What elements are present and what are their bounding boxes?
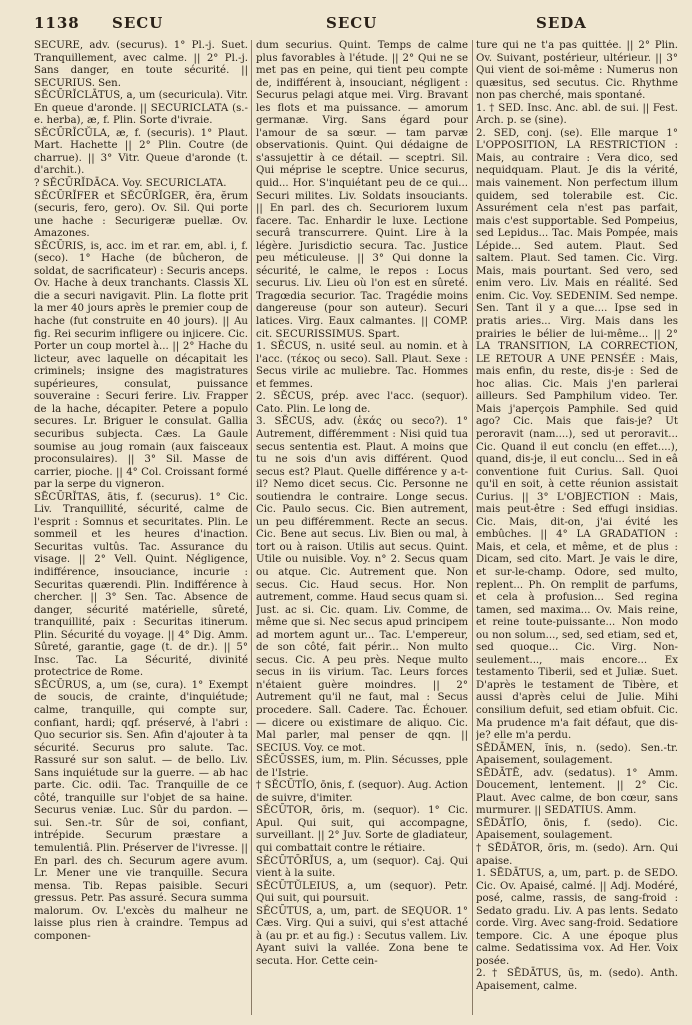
entry-secutuleius: SĔCŪTŬLEIUS, a, um (sequor). Petr. Qui suit, qui poursuit. (256, 880, 468, 905)
page-number: 1138 (34, 14, 80, 32)
entry-secus-1: 1. SĔCUS, n. usité seul. au nomin. et à l'acc. (τέκος ou seco). Sall. Plaut. Sexe : Secus virile ac muliebre. Tac. Hommes et femmes. (256, 341, 468, 390)
column-1 (34, 40, 248, 1015)
column-divider (251, 40, 252, 1015)
column-3 (476, 40, 678, 1015)
entry-securus: SĒCŪRUS, a, um (se, cura). 1° Exempt de soucis, de crainte, d'inquiétude; calme, tranquille, qui compte sur, confiant, hardi; qqf. préservé, à l'abri : Quo securior sis. Sen. Afin d'ajouter à ta sécurité. Securus pro salute. Tac. Rassuré sur son salut. — de bello. Liv. Sans inquiétude sur la guerre. — ab hac parte. Cic. odii. Tac. Tranquille de ce côté, tranquille sur l'objet de sa haine. Securus veniæ. Luc. Sûr du pardon. — sui. Sen.-tr. Sûr de soi, confiant, intrépide. Securum præstare a temulentiâ. Plin. Préserver de l'ivresse. || En parl. des ch. Securum agere avum. Lr. Mener une vie tranquille. Secura mensa. Tib. Repas paisible. Securi gressus. Petr. Pas assuré. Secura summa malorum. Ov. L'excès du malheur ne laisse plus rien à craindre. Tempus ad componen- (34, 679, 248, 942)
header-center-word: SECU (326, 14, 378, 32)
entry-secure: SĒCŪRĒ, adv. (securus). 1° Pl.-j. Suet. Tranquillement, avec calme. || 2° Pl.-j. Sans danger, en toute sécurité. || SECURIUS. Sen. (34, 40, 248, 89)
entry-securidaca: ? SĔCŪRĬDĀCA. Voy. SECURICLATA. (34, 178, 227, 190)
column-divider (472, 40, 473, 1015)
entry-secusses: SĔCŪSSES, ium, m. Plin. Sécusses, pple de l'Istrie. (256, 755, 468, 779)
header-left-word: SECU (112, 14, 164, 32)
entry-sedatio: SĒDĀTĬO, ōnis, f. (sedo). Cic. Apaisement, soulagement. (476, 817, 678, 842)
entry-sedatus-2: 2. † SĒDĀTUS, ūs, m. (sedo). Anth. Apaisement, calme. (476, 968, 678, 993)
entry-sed-2: 2. SED, conj. (se). Elle marque 1° L'OPPOSITION, LA RESTRICTION : Mais, au contraire : Vera dico, sed nequidquam. Plaut. Je dis la vérité, mais vainement. Non perfectum illum quidem, sed tolerabile est. Cic. Assurément cela n'est pas parfait, mais c'est supportable. Sed Pompeius, sed Lepidus... Tac. Mais Pompée, mais Lépide... Sed autem. Plaut. Sed saltem. Plaut. Sed tamen. Cic. Virg. Mais, mais pourtant. Sed vero, sed enim vero. Liv. Mais en réalité. Sed enim. Cic. Voy. SEDENIM. Sed nempe. Sen. Tant il y a que.... Ipse sed in pratis aries... Virg. Mais dans les prairies le bélier de lui-même... || 2° LA TRANSITION, LA CORRECTION, LE RETOUR A UNE PENSÉE : Mais, mais enfin, du reste, dis-je : Sed de hoc alias. Cic. Mais j'en parlerai ailleurs. Sed Pamphilum video. Ter. Mais j'aperçois Pamphile. Sed quid ago? Cic. Mais que fais-je? Ut peroravit (nam....), sed ut peroravit... Cic. Quand il eut conclu (en effet....), quand, dis-je, il eut conclu... Sed in eâ conventione fuit Curius. Sall. Quoi qu'il en soit, à cette réunion assistait Curius. || 3° L'OBJECTION : Mais, mais peut-être : Sed effugi insidias. Cic. Mais, dit-on, j'ai évité les embûches. || 4° LA GRADATION : Mais, et cela, et même, et de plus : Dicam, sed cito. Mart. Je vais le dire, et sur-le-champ. Odore, sed multo, replent... Ph. On remplit de parfums, et cela à profusion... Sed regina tamen, sed maxima... Ov. Mais reine, et reine toute-puissante... Non modo ou non solum..., sed, sed etiam, sed et, sed quoque... Cic. Virg. Non-seulement..., mais encore... Ex testamento Tiberii, sed et Juliæ. Suet. D'après le testament de Tibère, et aussi d'après celui de Julie. Mihi consilium defuit, sed etiam obfuit. Cic. Ma prudence m'a fait défaut, que dis-je? elle m'a perdu. (476, 127, 678, 742)
entry-securifer: SĔCŪRĬFER et SĔCŪRĬGER, ĕra, ĕrum (securis, fero, gero). Ov. Sil. Qui porte une hache : Securigeræ puellæ. Ov. Amazones. (34, 190, 248, 240)
entry-securiclatus: SĔCŪRĬCLĀTUS, a, um (securicula). Vitr. En queue d'aronde. || SECURICLATA (s.-e. herba), æ, f. Plin. Sorte d'ivraie. (34, 90, 248, 127)
entry-securitas: SĒCŪRĬTAS, ātis, f. (securus). 1° Cic. Liv. Tranquillité, sécurité, calme de l'esprit : Somnus et securitates. Plin. Le sommeil et les heures d'inaction. Securitas vultûs. Tac. Assurance du visage. || 2° Vell. Quint. Négligence, indifférence, insouciance, incurie : Securitas quærendi. Plin. Indifférence à chercher. || 3° Sen. Tac. Absence de danger, sécurité matérielle, sûreté, tranquillité, paix : Securitas itinerum. Plin. Sécurité du voyage. || 4° Dig. Amm. Sûreté, garantie, gage (t. de dr.). || 5° Insc. Tac. La Sécurité, divinité protectrice de Rome. (34, 491, 248, 679)
entry-secutus: SĔCŪTUS, a, um, part. de SEQUOR. 1° Cæs. Virg. Qui a suivi, qui s'est attaché à (au pr. et au fig.) : Secutus vallem. Liv. Ayant suivi la vallée. Zona bene te secuta. Hor. Cette cein- (256, 905, 468, 967)
entry-securicula: SĔCŪRĬCŬLA, æ, f. (securis). 1° Plaut. Mart. Hachette || 2° Plin. Coutre (de charrue). || 3° Vitr. Queue d'aronde (t. d'archit.). (34, 127, 248, 177)
text-columns (34, 40, 678, 1015)
header-right-word: SEDA (536, 14, 587, 32)
entry-secutio: † SĔCŪTĬO, ōnis, f. (sequor). Aug. Action de suivre, d'imiter. (256, 780, 468, 804)
entry-securus-cont: dum securius. Quint. Temps de calme plus favorables à l'étude. || 2° Qui ne se met pas en peine, qui tient peu compte de, indifférent à, insouciant, négligent : Securus pelagi atque mei. Virg. Bravant les flots et ma puissance. — amorum germanæ. Virg. Sans égard pour l'amour de sa sœur. — tam parvæ observationis. Quint. Qui dédaigne de s'assujettir à ce détail. — sceptri. Sil. Qui méprise le sceptre. Unice securus, quid... Hor. S'inquiétant peu de ce qui... Securi milites. Liv. Soldats insouciants. || En parl. des ch. Securiorem luxum facere. Tac. Enhardir le luxe. Lectione securâ transcurrere. Quint. Lire à la légère. Jurisdictio secura. Tac. Justice peu méticuleuse. || 3° Qui donne la sécurité, le calme, le repos : Locus securus. Liv. Lieu où l'on est en sûreté. Tragœdia securior. Tac. Tragédie moins dangereuse (pour son auteur). Securi latices. Virg. Eaux calmantes. || COMP. cit. SECURISSIMUS. Spart. (256, 40, 468, 340)
entry-sedator: † SĒDĀTOR, ōris, m. (sedo). Arn. Qui apaise. (476, 843, 678, 867)
running-header (34, 14, 678, 38)
entry-sed-1: 1. † SED. Insc. Anc. abl. de sui. || Fest. Arch. p. se (sine). (476, 102, 678, 127)
column-2 (256, 40, 468, 1015)
entry-secus-2: 2. SĔCUS, prép. avec l'acc. (sequor). Cato. Plin. Le long de. (256, 391, 468, 415)
entry-secutor: SĔCŪTOR, ōris, m. (sequor). 1° Cic. Apul. Qui suit, qui accompagne, surveillant. || 2° Juv. Sorte de gladiateur, qui combattait contre le rétiaire. (256, 805, 468, 854)
entry-secutorius: SĔCŪTŌRĬUS, a, um (sequor). Caj. Qui vient à la suite. (256, 855, 468, 880)
entry-sedate: SĒDĀTĒ, adv. (sedatus). 1° Amm. Doucement, lentement. || 2° Cic. Plaut. Avec calme, de bon cœur, sans murmurer. || SEDATIUS. Amm. (476, 767, 678, 817)
entry-sedatus-1: 1. SĒDĀTUS, a, um, part. p. de SEDO. Cic. Ov. Apaisé, calmé. || Adj. Modéré, posé, calme, rassis, de sang-froid : Sedato gradu. Liv. A pas lents. Sedato corde. Virg. Avec sang-froid. Sedatiore tempore. Cic. A une époque plus calme. Sedatissima vox. Ad Her. Voix posée. (476, 868, 678, 967)
entry-secus-3: 3. SĔCUS, adv. (ἑκάς ou seco?). 1° Autrement, différemment : Nisi quid tua secus sententia est. Plaut. A moins que tu ne sois d'un avis différent. Quod secus est? Plaut. Quelle différence y a-t-il? Nemo dicet secus. Cic. Personne ne soutiendra le contraire. Longe secus. Cic. Paulo secus. Cic. Bien autrement, un peu différemment. Recte an secus. Cic. Bene aut secus. Liv. Bien ou mal, à tort ou à raison. Utilis aut secus. Quint. Utile ou nuisible. Voy. n° 2. Secus quam ou atque. Cic. Autrement que. Non secus. Cic. Haud secus. Hor. Non autrement, comme. Haud secus quam si. Just. ac si. Cic. quam. Liv. Comme, de même que si. Nec secus apud principem ad mortem agunt ur... Tac. L'empereur, de son côté, fait périr... Non multo secus. Cic. A peu près. Neque multo secus in iis virium. Tac. Leurs forces n'étaient guère moindres. || 2° Autrement qu'il ne faut, mal : Secus procedere. Sall. Cadere. Tac. Échouer. — dicere ou existimare de aliquo. Cic. Mal parler, mal penser de qqn. || SECIUS. Voy. ce mot. (256, 416, 468, 754)
entry-secutus-cont: ture qui ne t'a pas quittée. || 2° Plin. Ov. Suivant, postérieur, ultérieur. || 3° Qui vient de soi-même : Numerus non quæsitus, sed secutus. Cic. Rhythme non pas cherché, mais spontané. (476, 40, 678, 102)
entry-sedamen: SĒDĀMEN, ĭnis, n. (sedo). Sen.-tr. Apaisement, soulagement. (476, 742, 678, 767)
entry-securis: SĔCŪRIS, is, acc. im et rar. em, abl. i, f. (seco). 1° Hache (de bûcheron, de soldat, de sacrificateur) : Securis anceps. Ov. Hache à deux tranchants. Classis XL die a securi navigavit. Plin. La flotte prit la mer 40 jours après le premier coup de hache (fut construite en 40 jours). || Au fig. Rei securim infligere ou injicere. Cic. Porter un coup mortel à... || 2° Hache du licteur, avec laquelle on décapitait les criminels; insigne des magistratures supérieures, consulat, puissance souveraine : Securi ferire. Liv. Frapper de la hache, décapiter. Petere a populo secures. Lr. Briguer le consulat. Gallia securibus subjecta. Cæs. La Gaule soumise au joug romain (aux faisceaux proconsulaires). || 3° Sil. Masse de carrier, pioche. || 4° Col. Croissant formé par la serpe du vigneron. (34, 240, 248, 491)
